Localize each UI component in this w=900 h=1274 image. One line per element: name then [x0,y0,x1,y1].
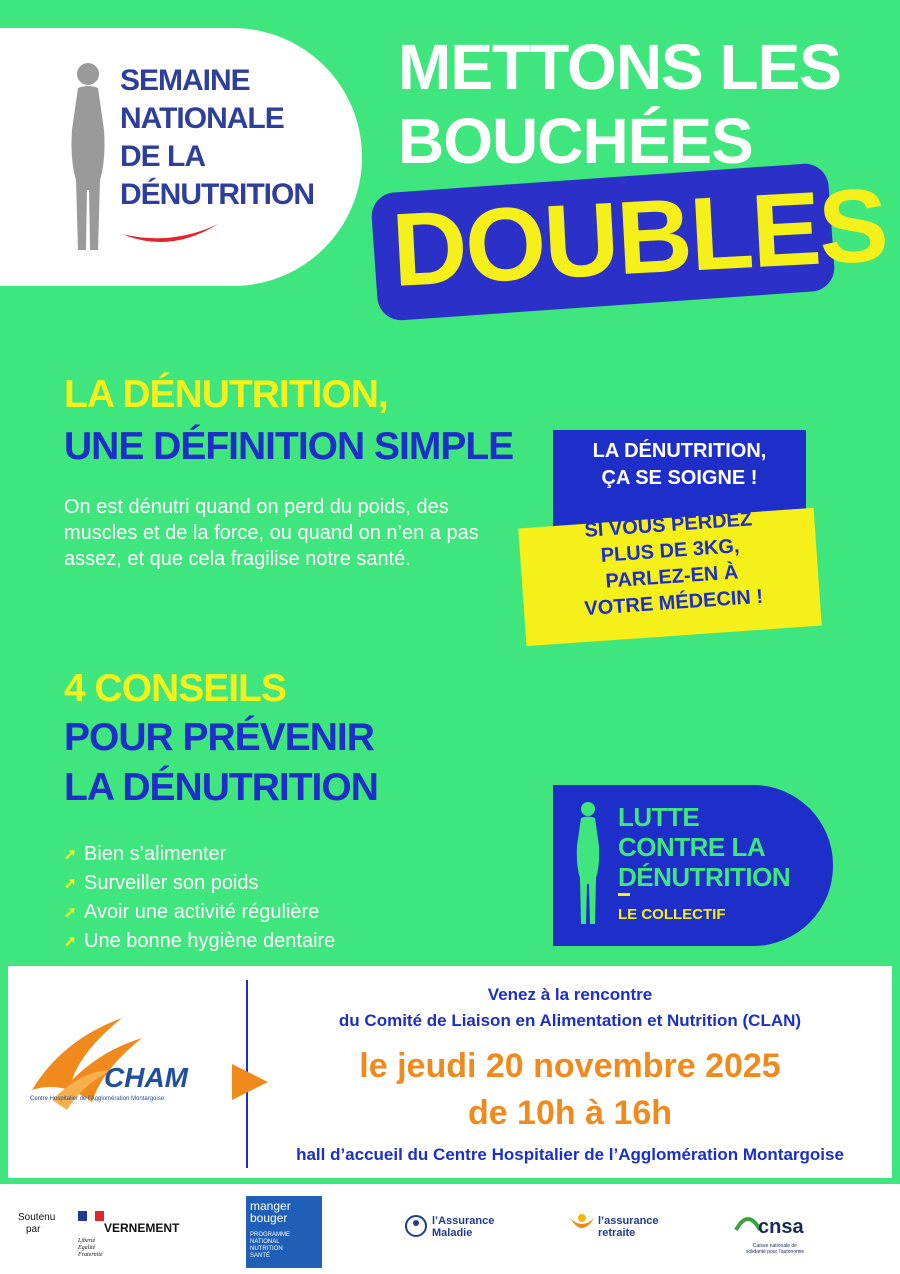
collectif-subtitle: LE COLLECTIF [618,906,726,923]
event-intro: Venez à la rencontre [487,985,653,1004]
list-item [64,840,335,869]
arrow-up-right-icon: ➚ [64,904,77,921]
headline-line: BOUCHÉES [398,105,753,177]
callout-blue-text [553,438,806,492]
collectif-title [618,802,790,892]
supported-by-line: par [26,1224,41,1235]
human-figure-icon [568,800,608,930]
arrow-up-right-icon: ➚ [64,933,77,950]
tips-title: 4 CONSEILS [64,667,286,710]
callout-line: ÇA SE SOIGNE ! [601,467,758,489]
callout-line: SI VOUS PERDEZ [583,508,753,542]
logo-line: l’Assurance [432,1215,495,1227]
definition-subtitle: UNE DÉFINITION SIMPLE [64,425,514,468]
cham-logo-subtitle: Centre Hospitalier de l’Agglomération Montargoise [30,1096,165,1102]
cham-logo-text: CHAM [104,1062,188,1093]
assurance-retraite-icon [568,1212,596,1238]
logo-line: manger [250,1199,291,1213]
callout-line: LA DÉNUTRITION, [592,440,767,462]
headline [398,30,841,178]
logo-line: SANTÉ [250,1253,271,1259]
logo-line: Maladie [432,1227,473,1239]
supported-by-line: Soutenu [18,1212,56,1223]
logo-line: Caisse nationale de [753,1243,797,1249]
tip-label: Surveiller son poids [84,872,259,894]
assurance-retraite-logo [598,1215,659,1239]
headline-line: METTONS LES [398,31,841,103]
tip-label: Une bonne hygiène dentaire [84,930,336,952]
tip-label: Bien s’alimenter [84,843,227,865]
logo-line: PROGRAMME [250,1232,291,1238]
event-logo-text [120,62,314,214]
event-organizer: du Comité de Liaison en Alimentation et Nutrition (CLAN) [338,1011,802,1030]
collectif-dash [618,893,630,896]
arrow-up-right-icon: ➚ [64,875,77,892]
logo-line: bouger [250,1211,288,1225]
manger-bouger-title [250,1200,291,1224]
logo-line: solidarité pour l’autonomie [745,1249,805,1255]
logo-line: DE LA [120,140,205,173]
list-item [64,927,335,956]
cnsa-subtitle [730,1243,820,1255]
callout-yellow-text [537,503,806,625]
callout-line: VOTRE MÉDECIN ! [583,585,764,621]
definition-body: On est dénutri quand on perd du poids, des muscles et de la force, ou quand on n’en a pas assez, et que cela fragilise notre santé. [64,496,479,570]
callout-line: PLUS DE 3KG, [600,535,741,567]
logo-line: DÉNUTRITION [120,178,314,211]
definition-title: LA DÉNUTRITION, [64,373,388,416]
assurance-maladie-icon [402,1214,430,1238]
government-logo-text: VERNEMENT [104,1221,180,1235]
collectif-line: LUTTE [618,802,700,832]
logo-line: NUTRITION [250,1246,283,1252]
event-time: de 10h à 16h [467,1094,673,1132]
motto-line: Liberté [78,1238,96,1244]
republic-motto [78,1238,103,1259]
motto-line: Fraternité [78,1252,103,1258]
list-item [64,869,335,898]
callout-line: PARLEZ-EN À [604,561,739,593]
collectif-line: CONTRE LA [618,832,766,862]
red-swoosh-icon [120,220,220,248]
logo-line: NATIONALE [120,102,284,135]
list-item [64,898,335,927]
collectif-line: DÉNUTRITION [618,862,791,892]
human-figure-icon [60,60,116,260]
arrow-up-right-icon: ➚ [64,846,77,863]
supported-by-label [18,1212,55,1236]
french-flag-icon [78,1211,104,1221]
logo-line: l’assurance [598,1215,659,1227]
tips-list [64,840,335,956]
event-date: le jeudi 20 novembre 2025 [359,1047,781,1085]
logo-line: NATIONAL [250,1239,280,1245]
assurance-maladie-logo [432,1215,494,1239]
event-location: hall d’accueil du Centre Hospitalier de l’Agglomération Montargoise [296,1145,844,1164]
logo-line: retraite [598,1227,636,1239]
cnsa-logo: cnsa [758,1216,804,1238]
logo-line: SEMAINE [120,64,250,97]
tips-subtitle: LA DÉNUTRITION [64,766,378,809]
headline-highlight: DOUBLES [389,167,890,309]
tips-subtitle: POUR PRÉVENIR [64,716,374,759]
pnns-text [250,1232,290,1260]
tip-label: Avoir une activité régulière [84,901,320,923]
motto-line: Égalité [78,1245,96,1251]
